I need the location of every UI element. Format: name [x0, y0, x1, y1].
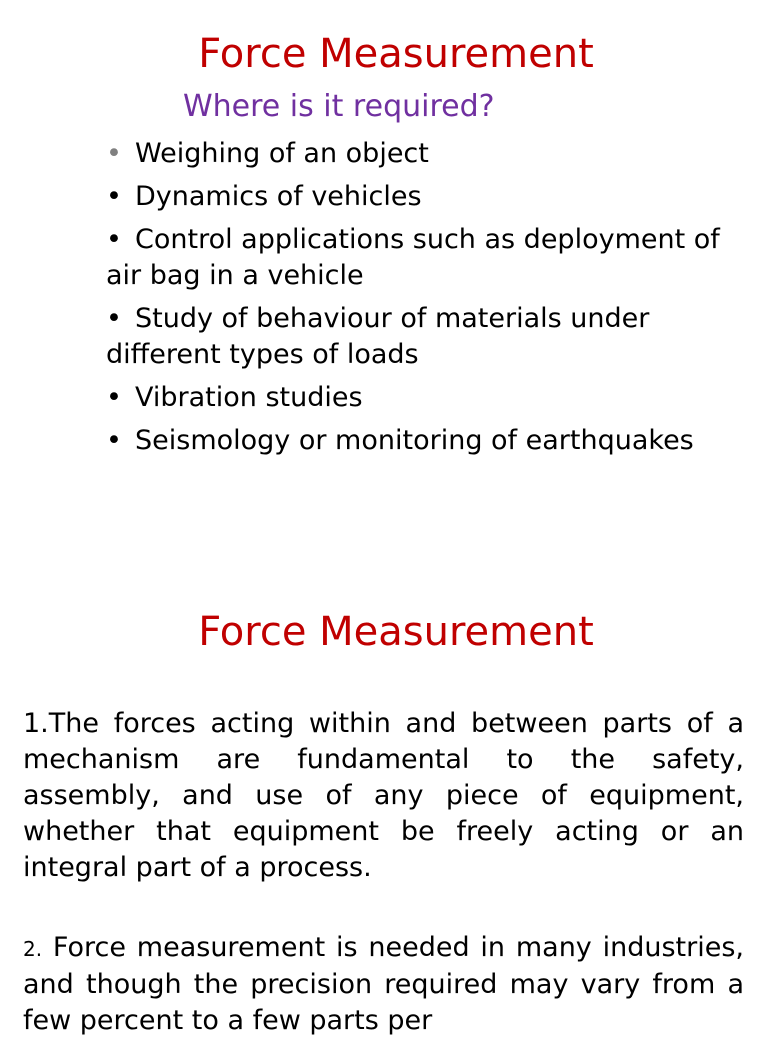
list-item: • Vibration studies: [106, 380, 736, 416]
bullet-list: [106, 136, 736, 466]
bullet-icon: •: [106, 382, 122, 413]
bullet-icon: •: [106, 181, 122, 212]
list-item: • Study of behaviour of materials under different types of loads: [106, 303, 650, 370]
slide-subtitle: Where is it required?: [183, 89, 495, 124]
paragraph-text: Force measurement is needed in many industries, and though the precision required may vary from a few percent to a few parts per: [23, 932, 744, 1036]
list-item: • Seismology or monitoring of earthquakes: [106, 423, 736, 459]
bullet-icon: •: [106, 425, 122, 456]
paragraph-2: [23, 930, 744, 1039]
slide-title: Force Measurement: [198, 609, 594, 655]
bullet-icon: •: [106, 224, 122, 255]
slide-title: Force Measurement: [198, 31, 594, 77]
slide-force-measurement-intro: [0, 590, 768, 1036]
list-item: • Control applications such as deployment of air bag in a vehicle: [106, 224, 720, 291]
paragraph-1: 1.The forces acting within and between parts of a mechanism are fundamental to the safety, assembly, and use of any piece of equipment, whether that equipment be freely acting or an integral part of a process.: [23, 708, 744, 883]
bullet-icon: •: [106, 138, 122, 169]
list-item: • Weighing of an object: [106, 136, 736, 172]
bullet-icon: •: [106, 303, 122, 334]
paragraph-number: 2.: [23, 937, 43, 961]
list-item: • Dynamics of vehicles: [106, 179, 736, 215]
